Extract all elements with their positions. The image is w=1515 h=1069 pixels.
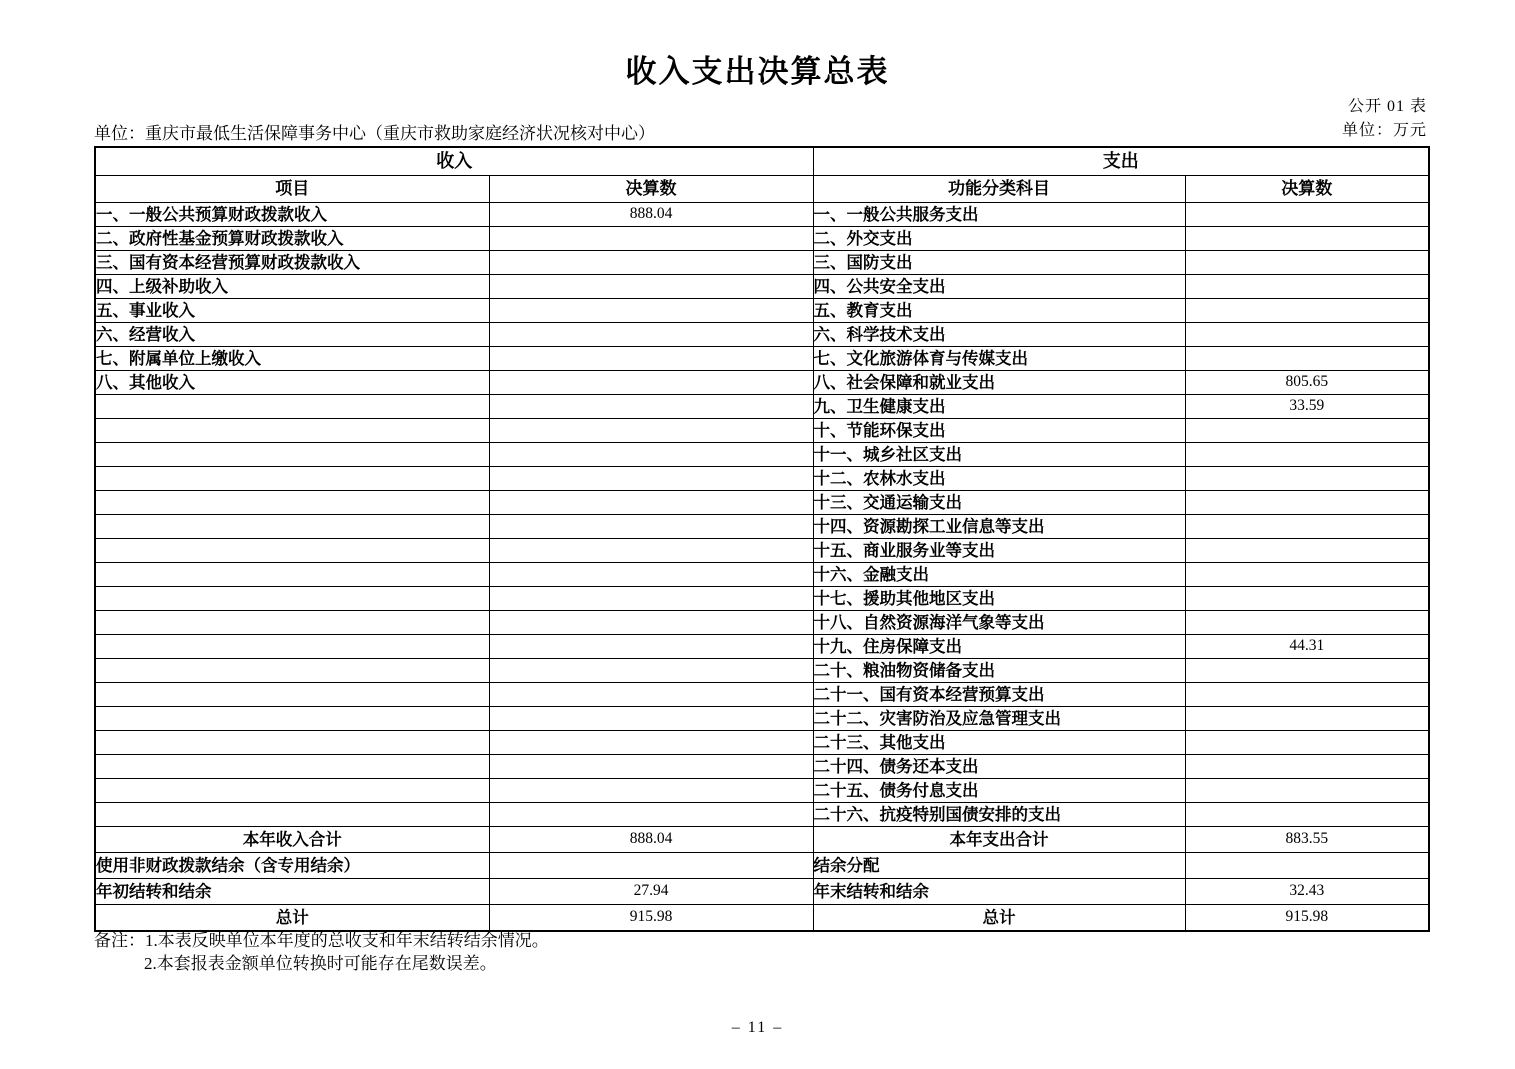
expense-item-cell: 十二、农林水支出 [813, 467, 1185, 491]
expense-amount-cell [1185, 467, 1429, 491]
expense-amount-cell [1185, 491, 1429, 515]
expense-item-cell: 十、节能环保支出 [813, 419, 1185, 443]
expense-amount-cell [1185, 853, 1429, 879]
expense-item-cell: 年末结转和结余 [813, 879, 1185, 905]
income-item-cell: 使用非财政拨款结余（含专用结余） [95, 853, 489, 879]
expense-item-cell: 二十二、灾害防治及应急管理支出 [813, 707, 1185, 731]
income-amount-cell [489, 251, 813, 275]
income-amount-cell [489, 803, 813, 827]
income-amount-cell [489, 347, 813, 371]
income-amount-cell [489, 635, 813, 659]
income-item-cell: 三、国有资本经营预算财政拨款收入 [95, 251, 489, 275]
income-item-cell: 年初结转和结余 [95, 879, 489, 905]
page-number: – 11 – [731, 1019, 784, 1036]
group-header-expense: 支出 [813, 147, 1429, 176]
expense-amount-cell [1185, 731, 1429, 755]
expense-amount-cell [1185, 707, 1429, 731]
expense-amount-cell [1185, 323, 1429, 347]
table-row [95, 905, 1429, 932]
table-row [95, 611, 1429, 635]
notes-label: 备注： [94, 931, 145, 950]
expense-amount-cell [1185, 419, 1429, 443]
table-row [95, 251, 1429, 275]
income-amount-cell [489, 323, 813, 347]
income-amount-cell [489, 539, 813, 563]
expense-item-cell: 总计 [813, 905, 1185, 932]
income-item-cell [95, 587, 489, 611]
income-amount-cell [489, 467, 813, 491]
income-item-cell: 一、一般公共预算财政拨款收入 [95, 203, 489, 227]
expense-item-cell: 二十、粮油物资储备支出 [813, 659, 1185, 683]
income-amount-cell [489, 371, 813, 395]
group-header-row [95, 147, 1429, 176]
table-header [95, 147, 1429, 203]
unit-money: 单位：万元 [1341, 122, 1427, 139]
table-row [95, 515, 1429, 539]
table-row [95, 659, 1429, 683]
table-row [95, 371, 1429, 395]
col-header-expense-amount: 决算数 [1185, 176, 1429, 203]
expense-item-cell: 结余分配 [813, 853, 1185, 879]
income-amount-cell [489, 611, 813, 635]
expense-item-cell: 十三、交通运输支出 [813, 491, 1185, 515]
income-item-cell [95, 731, 489, 755]
unit-name: 单位：重庆市最低生活保障事务中心（重庆市救助家庭经济状况核对中心） [94, 124, 655, 143]
income-amount-cell [489, 515, 813, 539]
income-item-cell [95, 419, 489, 443]
expense-item-cell: 七、文化旅游体育与传媒支出 [813, 347, 1185, 371]
income-item-cell: 八、其他收入 [95, 371, 489, 395]
table-row [95, 779, 1429, 803]
table-row [95, 299, 1429, 323]
expense-amount-cell [1185, 779, 1429, 803]
table-row [95, 467, 1429, 491]
expense-item-cell: 二十三、其他支出 [813, 731, 1185, 755]
income-amount-cell [489, 443, 813, 467]
income-amount-cell: 915.98 [489, 905, 813, 932]
expense-item-cell: 十五、商业服务业等支出 [813, 539, 1185, 563]
group-header-income: 收入 [95, 147, 813, 176]
table-row [95, 755, 1429, 779]
income-amount-cell: 888.04 [489, 203, 813, 227]
table-row [95, 323, 1429, 347]
expense-amount-cell: 33.59 [1185, 395, 1429, 419]
income-item-cell [95, 683, 489, 707]
column-header-row [95, 176, 1429, 203]
income-amount-cell [489, 707, 813, 731]
table-row [95, 853, 1429, 879]
note-line-1 [94, 930, 549, 953]
table-row [95, 347, 1429, 371]
income-amount-cell [489, 683, 813, 707]
expense-item-cell: 二、外交支出 [813, 227, 1185, 251]
summary-table [94, 146, 1430, 932]
expense-amount-cell [1185, 539, 1429, 563]
income-item-cell [95, 563, 489, 587]
income-amount-cell [489, 853, 813, 879]
income-item-cell [95, 491, 489, 515]
expense-amount-cell [1185, 203, 1429, 227]
table-row [95, 563, 1429, 587]
income-amount-cell [489, 491, 813, 515]
table-row [95, 539, 1429, 563]
income-item-cell [95, 611, 489, 635]
expense-item-cell: 一、一般公共服务支出 [813, 203, 1185, 227]
expense-amount-cell: 915.98 [1185, 905, 1429, 932]
income-amount-cell: 888.04 [489, 827, 813, 853]
income-amount-cell [489, 659, 813, 683]
expense-amount-cell [1185, 659, 1429, 683]
expense-item-cell: 四、公共安全支出 [813, 275, 1185, 299]
expense-amount-cell [1185, 275, 1429, 299]
table-row [95, 803, 1429, 827]
income-item-cell: 本年收入合计 [95, 827, 489, 853]
expense-item-cell: 二十五、债务付息支出 [813, 779, 1185, 803]
income-item-cell: 七、附属单位上缴收入 [95, 347, 489, 371]
expense-item-cell: 十七、援助其他地区支出 [813, 587, 1185, 611]
expense-amount-cell: 883.55 [1185, 827, 1429, 853]
table-row [95, 395, 1429, 419]
col-header-income-item: 项目 [95, 176, 489, 203]
table-row [95, 491, 1429, 515]
expense-amount-cell [1185, 443, 1429, 467]
expense-item-cell: 二十四、债务还本支出 [813, 755, 1185, 779]
expense-amount-cell: 32.43 [1185, 879, 1429, 905]
expense-amount-cell [1185, 587, 1429, 611]
expense-item-cell: 五、教育支出 [813, 299, 1185, 323]
income-item-cell [95, 803, 489, 827]
expense-amount-cell [1185, 563, 1429, 587]
table-row [95, 227, 1429, 251]
expense-item-cell: 本年支出合计 [813, 827, 1185, 853]
table-row [95, 275, 1429, 299]
table-row [95, 203, 1429, 227]
table-row [95, 635, 1429, 659]
expense-amount-cell [1185, 683, 1429, 707]
income-item-cell [95, 539, 489, 563]
expense-amount-cell [1185, 515, 1429, 539]
income-amount-cell: 27.94 [489, 879, 813, 905]
income-item-cell: 总计 [95, 905, 489, 932]
income-item-cell [95, 515, 489, 539]
expense-item-cell: 十六、金融支出 [813, 563, 1185, 587]
note-line-2: 2.本套报表金额单位转换时可能存在尾数误差。 [144, 953, 497, 973]
income-amount-cell [489, 275, 813, 299]
expense-amount-cell [1185, 227, 1429, 251]
income-amount-cell [489, 419, 813, 443]
expense-amount-cell: 805.65 [1185, 371, 1429, 395]
income-item-cell [95, 755, 489, 779]
expense-amount-cell [1185, 347, 1429, 371]
table-row [95, 827, 1429, 853]
income-amount-cell [489, 731, 813, 755]
expense-item-cell: 八、社会保障和就业支出 [813, 371, 1185, 395]
table-row [95, 879, 1429, 905]
table-row [95, 707, 1429, 731]
income-amount-cell [489, 563, 813, 587]
income-item-cell [95, 395, 489, 419]
income-item-cell [95, 779, 489, 803]
expense-item-cell: 三、国防支出 [813, 251, 1185, 275]
table-row [95, 731, 1429, 755]
expense-amount-cell [1185, 299, 1429, 323]
income-item-cell: 四、上级补助收入 [95, 275, 489, 299]
income-item-cell [95, 707, 489, 731]
income-item-cell: 五、事业收入 [95, 299, 489, 323]
expense-item-cell: 十九、住房保障支出 [813, 635, 1185, 659]
income-item-cell: 二、政府性基金预算财政拨款收入 [95, 227, 489, 251]
notes [94, 930, 549, 976]
income-item-cell [95, 635, 489, 659]
income-item-cell [95, 443, 489, 467]
col-header-income-amount: 决算数 [489, 176, 813, 203]
expense-item-cell: 二十一、国有资本经营预算支出 [813, 683, 1185, 707]
income-amount-cell [489, 227, 813, 251]
table-code: 公开 01 表 [1347, 98, 1427, 115]
expense-amount-cell [1185, 611, 1429, 635]
income-amount-cell [489, 587, 813, 611]
expense-item-cell: 十八、自然资源海洋气象等支出 [813, 611, 1185, 635]
expense-amount-cell [1185, 755, 1429, 779]
income-amount-cell [489, 395, 813, 419]
expense-item-cell: 九、卫生健康支出 [813, 395, 1185, 419]
page-title: 收入支出决算总表 [625, 54, 890, 89]
table-body [95, 203, 1429, 932]
income-item-cell [95, 467, 489, 491]
income-amount-cell [489, 779, 813, 803]
income-item-cell [95, 659, 489, 683]
table-row [95, 443, 1429, 467]
income-item-cell: 六、经营收入 [95, 323, 489, 347]
expense-amount-cell: 44.31 [1185, 635, 1429, 659]
expense-item-cell: 十一、城乡社区支出 [813, 443, 1185, 467]
expense-amount-cell [1185, 803, 1429, 827]
expense-item-cell: 六、科学技术支出 [813, 323, 1185, 347]
table-row [95, 419, 1429, 443]
table-row [95, 683, 1429, 707]
income-amount-cell [489, 299, 813, 323]
expense-item-cell: 二十六、抗疫特别国债安排的支出 [813, 803, 1185, 827]
expense-amount-cell [1185, 251, 1429, 275]
expense-item-cell: 十四、资源勘探工业信息等支出 [813, 515, 1185, 539]
table-row [95, 587, 1429, 611]
col-header-expense-item: 功能分类科目 [813, 176, 1185, 203]
income-amount-cell [489, 755, 813, 779]
note-text-1: 1.本表反映单位本年度的总收支和年末结转结余情况。 [145, 931, 549, 950]
